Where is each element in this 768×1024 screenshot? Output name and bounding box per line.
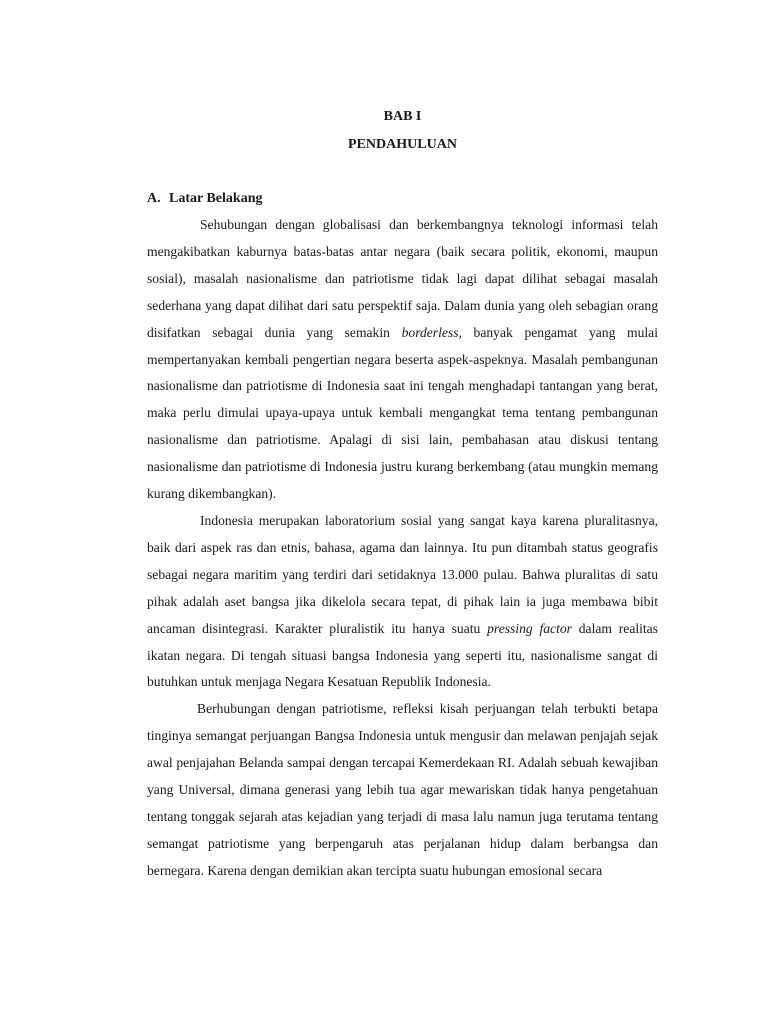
paragraph-1-text-a: Sehubungan dengan globalisasi dan berkembangnya teknologi informasi telah mengakibatkan kaburnya batas-batas antar negara (baik secara politik, ekonomi, maupun sosial), masalah nasionalisme dan patriotisme tidak lagi dapat dilihat sebagai masalah sederhana yang dapat dilihat dari satu perspektif saja. Dalam dunia yang oleh sebagian orang disifatkan sebagai dunia yang semakin <box>147 217 658 340</box>
paragraph-2-italic-term: pressing factor <box>487 620 572 636</box>
paragraph-2 <box>147 508 658 696</box>
section-title: Latar Belakang <box>169 191 263 206</box>
chapter-number: BAB I <box>383 109 422 124</box>
section-number: A. <box>147 191 161 206</box>
paragraph-3: Berhubungan dengan patriotisme, refleksi kisah perjuangan telah terbukti betapa tinginya semangat perjuangan Bangsa Indonesia untuk mengusir dan melawan penjajah sejak awal penjajahan Belanda sampai dengan tercapai Kemerdekaan RI. Adalah sebuah kewajiban yang Universal, dimana generasi yang lebih tua agar mewariskan tidak hanya pengetahuan tentang tonggak sejarah atas kejadian yang terjadi di masa lalu namun juga terutama tentang semangat patriotisme yang berpengaruh atas perjalanan hidup dalam berbangsa dan bernegara. Karena dengan demikian akan tercipta suatu hubungan emosional secara <box>147 701 658 878</box>
paragraph-1 <box>147 212 658 508</box>
paragraph-1-text-b: banyak pengamat yang mulai mempertanyakan kembali pengertian negara beserta aspek-aspeknya. Masalah pembangunan nasionalisme dan patriotisme di Indonesia saat ini tengah menghadapi tantangan yang berat, maka perlu dimulai upaya-upaya untuk kembali mengangkat tema tentang pembangunan nasionalisme dan patriotisme. Apalagi di sisi lain, pembahasan atau diskusi tentang nasionalisme dan patriotisme di Indonesia justru kurang berkembang (atau mungkin memang kurang dikembangkan). <box>147 324 658 502</box>
paragraph-2-text-a: Indonesia merupakan laboratorium sosial yang sangat kaya karena pluralitasnya, baik dari aspek ras dan etnis, bahasa, agama dan lainnya. Itu pun ditambah status geografis sebagai negara maritim yang terdiri dari setidaknya 13.000 pulau. Bahwa pluralitas di satu pihak adalah aset bangsa jika dikelola secara tepat, di pihak lain ia juga membawa bibit ancaman disintegrasi. Karakter pluralistik itu hanya suatu <box>147 512 658 636</box>
section-heading <box>147 190 262 208</box>
paragraph-2-text-b: dalam realitas ikatan negara. Di tengah situasi bangsa Indonesia yang seperti itu, nasionalisme sangat di butuhkan untuk menjaga Negara Kesatuan Republik Indonesia. <box>147 620 659 690</box>
body-text <box>147 212 658 885</box>
paragraph-1-italic-term: borderless, <box>401 324 462 340</box>
chapter-title: PENDAHULUAN <box>348 137 457 152</box>
